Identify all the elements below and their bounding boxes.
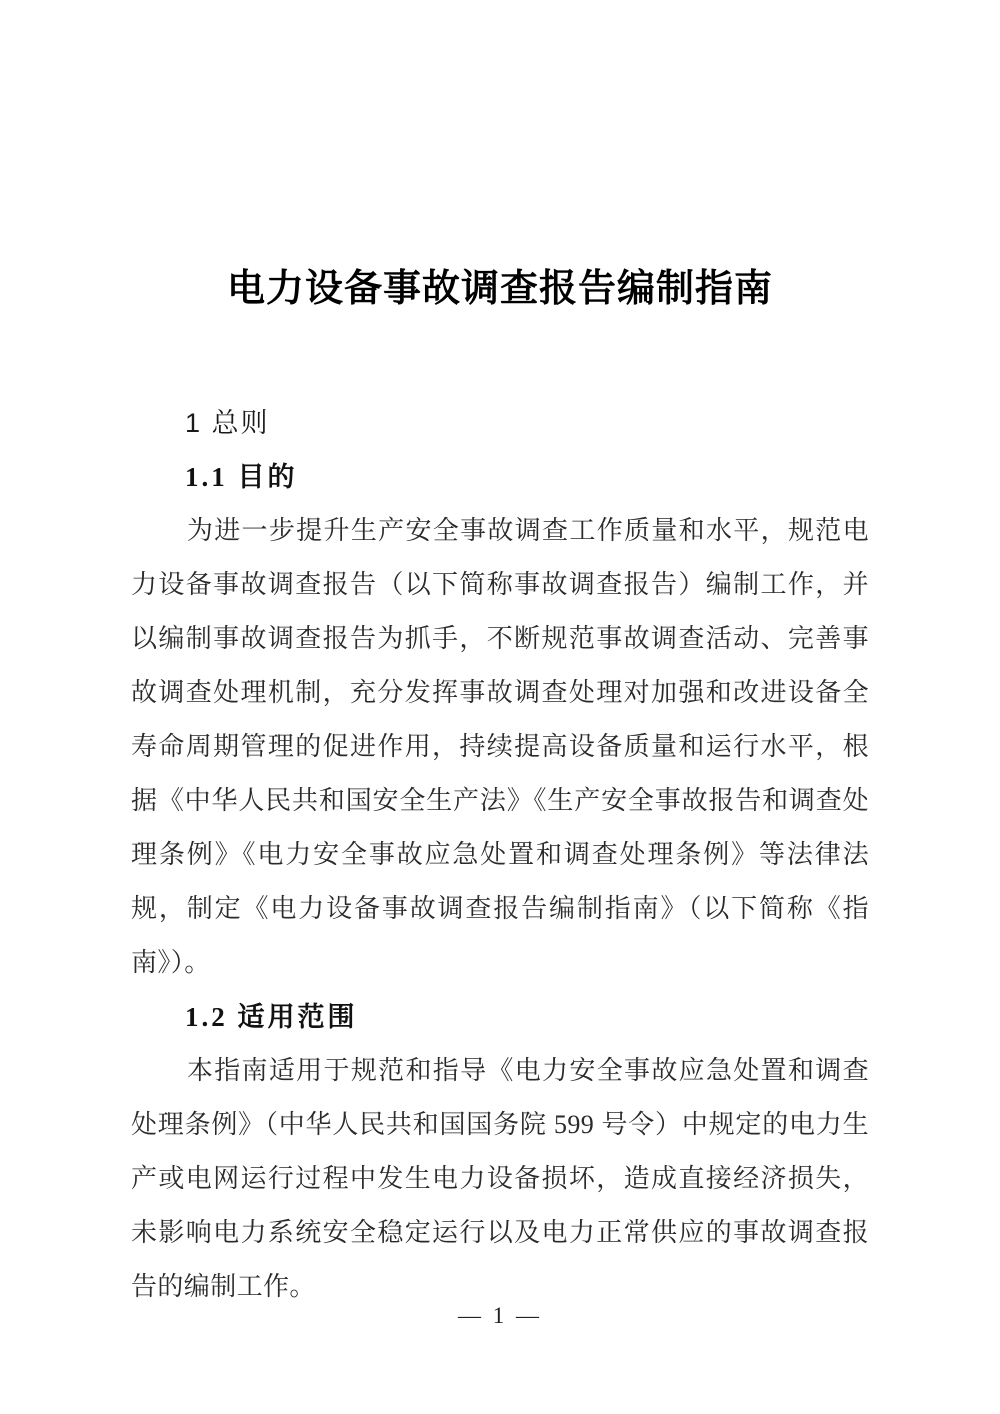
- section-heading-purpose: 1.1 目的: [185, 462, 298, 492]
- section-heading-general: 1 总则: [185, 408, 270, 438]
- paragraph-scope: 本指南适用于规范和指导《电力安全事故应急处置和调查处理条例》（中华人民共和国国务院 599 号令）中规定的电力生产或电网运行过程中发生电力设备损坏，造成直接经济损失，未影响电力系统安全稳定运行以及电力正常供应的事故调查报告的编制工作。: [131, 1056, 869, 1301]
- document-body: [131, 396, 869, 1314]
- page-number: — 1 —: [458, 1303, 542, 1328]
- document-title: 电力设备事故调查报告编制指南: [226, 268, 773, 310]
- paragraph-purpose: 为进一步提升生产安全事故调查工作质量和水平，规范电力设备事故调查报告（以下简称事故调查报告）编制工作，并以编制事故调查报告为抓手，不断规范事故调查活动、完善事故调查处理机制，充分发挥事故调查处理对加强和改进设备全寿命周期管理的促进作用，持续提高设备质量和运行水平，根据《中华人民共和国安全生产法》《生产安全事故报告和调查处理条例》《电力安全事故应急处置和调查处理条例》等法律法规，制定《电力设备事故调查报告编制指南》（以下简称《指南》）。: [131, 516, 869, 977]
- section-heading-scope: 1.2 适用范围: [185, 1002, 358, 1032]
